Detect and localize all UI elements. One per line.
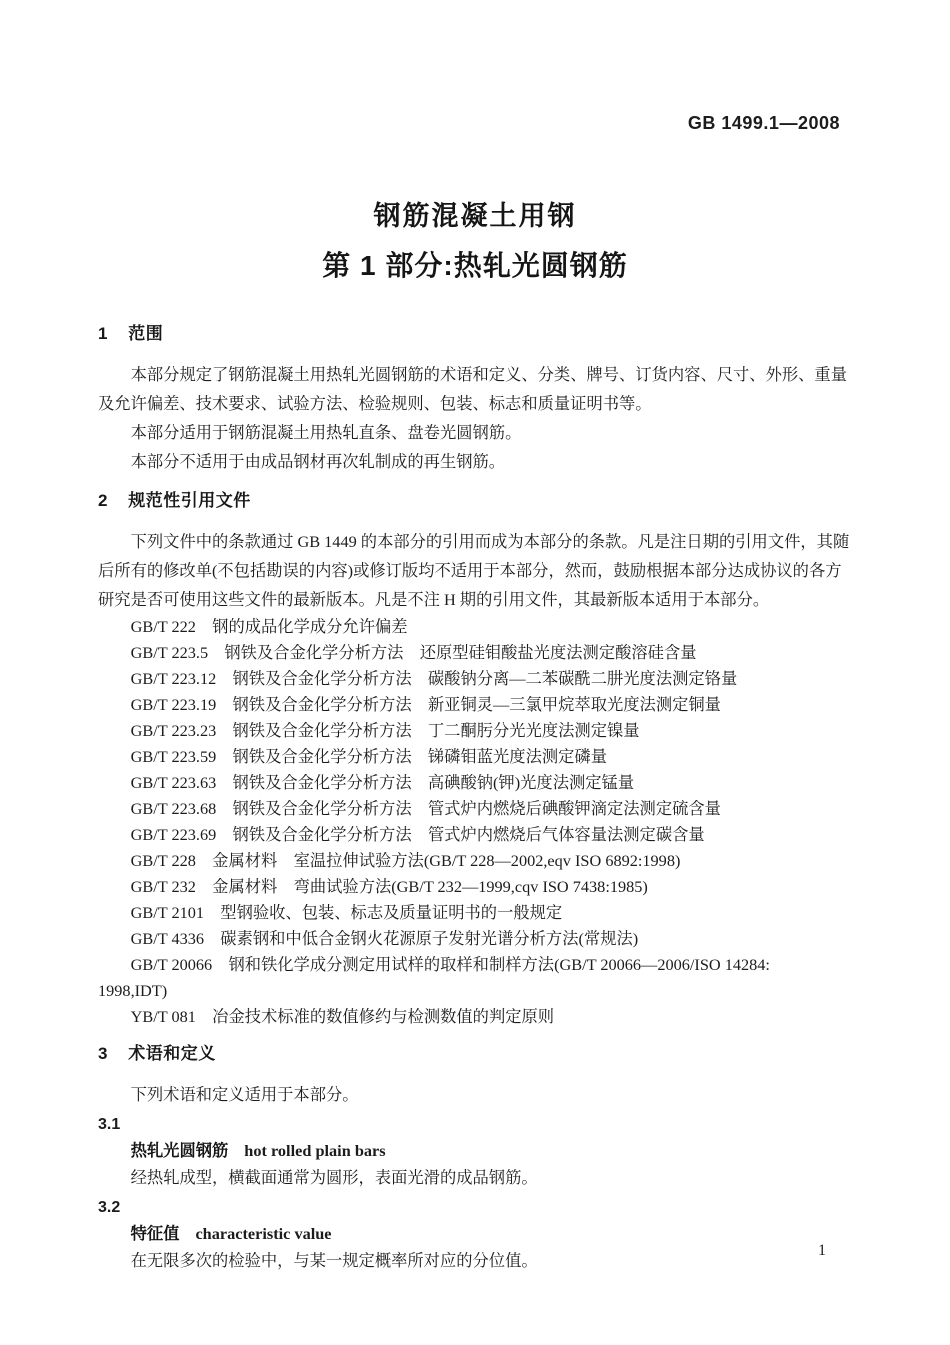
reference-item: GB/T 223.19 钢铁及合金化学分析方法 新亚铜灵—三氯甲烷萃取光度法测定铜量 <box>130 695 721 714</box>
reference-item: GB/T 223.63 钢铁及合金化学分析方法 高碘酸钠(钾)光度法测定锰量 <box>130 773 635 792</box>
section-2-number: 2 <box>98 491 108 510</box>
term-entry <box>98 1221 850 1247</box>
reference-item: GB/T 222 钢的成品化学成分允许偏差 <box>130 617 408 636</box>
term-english: hot rolled plain bars <box>244 1141 386 1160</box>
reference-item: GB/T 223.59 钢铁及合金化学分析方法 锑磷钼蓝光度法测定磷量 <box>130 747 607 766</box>
reference-item: GB/T 4336 碳素钢和中低合金钢火花源原子发射光谱分析方法(常规法) <box>130 929 639 948</box>
document-title-line1: 钢筋混凝土用钢 <box>373 201 577 231</box>
document-title <box>0 194 950 284</box>
reference-item: GB/T 2101 型钢验收、包装、标志及质量证明书的一般规定 <box>130 903 563 922</box>
section-1-number: 1 <box>98 324 108 343</box>
clause-number-3-1: 3.1 <box>98 1116 121 1133</box>
reference-item: GB/T 223.23 钢铁及合金化学分析方法 丁二酮肟分光光度法测定镍量 <box>130 721 640 740</box>
scope-paragraph-1: 本部分规定了钢筋混凝土用热轧光圆钢筋的术语和定义、分类、牌号、订货内容、尺寸、外形、重量及允许偏差、技术要求、试验方法、检验规则、包装、标志和质量证明书等。 <box>98 365 847 413</box>
section-2-heading <box>98 489 850 513</box>
reference-item: GB/T 223.5 钢铁及合金化学分析方法 还原型硅钼酸盐光度法测定酸溶硅含量 <box>130 643 697 662</box>
term-chinese: 特征值 <box>130 1225 180 1243</box>
reference-item: GB/T 232 金属材料 弯曲试验方法(GB/T 232—1999,cqv ISO 7438:1985) <box>130 877 648 896</box>
section-2-title: 规范性引用文件 <box>128 491 251 510</box>
term-definition: 在无限多次的检验中，与某一规定概率所对应的分位值。 <box>130 1251 538 1270</box>
section-1-heading <box>98 322 850 346</box>
term-english: characteristic value <box>195 1224 332 1243</box>
section-3-title: 术语和定义 <box>128 1044 216 1063</box>
reference-item: GB/T 223.69 钢铁及合金化学分析方法 管式炉内燃烧后气体容量法测定碳含量 <box>130 825 705 844</box>
reference-item: YB/T 081 冶金技术标准的数值修约与检测数值的判定原则 <box>130 1007 555 1026</box>
reference-item: GB/T 228 金属材料 室温拉伸试验方法(GB/T 228—2002,eqv ISO 6892:1998) <box>130 851 681 870</box>
terms-intro: 下列术语和定义适用于本部分。 <box>130 1085 359 1104</box>
reference-item-continuation: 1998,IDT) <box>98 981 168 1000</box>
clause-number-3-2: 3.2 <box>98 1199 121 1216</box>
term-entry <box>98 1138 850 1164</box>
normative-references-intro: 下列文件中的条款通过 GB 1449 的本部分的引用而成为本部分的条款。凡是注日期的引用文件，其随后所有的修改单(不包括勘误的内容)或修订版均不适用于本部分，然而，鼓励根据本部分达成协议的各方研究是否可使用这些文件的最新版本。凡是不注 H 期的引用文件，其最新版本适用于本部分。 <box>98 532 850 609</box>
reference-item: GB/T 223.68 钢铁及合金化学分析方法 管式炉内燃烧后碘酸钾滴定法测定硫含量 <box>130 799 721 818</box>
page-number: 1 <box>818 1242 826 1259</box>
section-1-title: 范围 <box>128 324 164 343</box>
scope-paragraph-3: 本部分不适用于由成品钢材再次轧制成的再生钢筋。 <box>130 452 506 471</box>
reference-item: GB/T 20066 钢和铁化学成分测定用试样的取样和制样方法(GB/T 20066—2006/ISO 14284: <box>130 955 770 974</box>
scope-paragraph-2: 本部分适用于钢筋混凝土用热轧直条、盘卷光圆钢筋。 <box>130 423 522 442</box>
term-chinese: 热轧光圆钢筋 <box>130 1142 229 1160</box>
reference-item: GB/T 223.12 钢铁及合金化学分析方法 碳酸钠分离—二苯碳酰二肼光度法测定铬量 <box>130 669 738 688</box>
term-definition: 经热轧成型，横截面通常为圆形，表面光滑的成品钢筋。 <box>130 1168 538 1187</box>
document-body <box>98 322 850 1275</box>
section-3-number: 3 <box>98 1044 108 1063</box>
document-title-line2: 第 1 部分:热轧光圆钢筋 <box>322 250 628 281</box>
standard-number: GB 1499.1—2008 <box>687 113 840 133</box>
section-3-heading <box>98 1042 850 1066</box>
